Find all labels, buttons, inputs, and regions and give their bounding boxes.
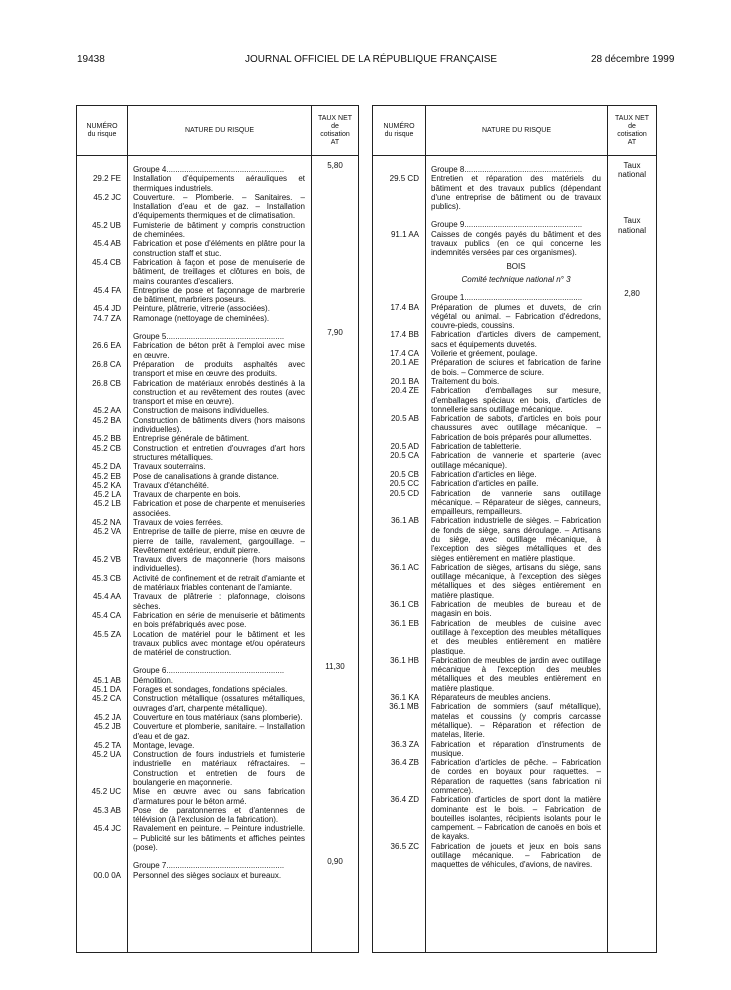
table-row [373,303,656,331]
table-row [77,462,358,471]
table-row [77,722,358,741]
table-row [373,358,656,377]
risk-code: 45.2 UC [91,787,121,797]
table-row [373,349,656,358]
risk-code: 17.4 BB [390,330,419,340]
risk-nature: Fabrication d'articles de sport dont la matière dominante est le bois. – Fabrication de bouteilles isolantes, récipients isolants pour le campement. – Fabrication de canoës en bois et de kayaks. [431,795,601,842]
risk-nature: Fabrication de tabletterie. [431,442,522,452]
risk-nature: Travaux d'étanchéité. [133,480,209,490]
table-row [77,750,358,787]
group-label: Groupe 8..................................................... [431,165,583,174]
table-row [373,656,656,693]
risk-code: 20.5 CD [389,488,419,498]
risk-nature: Fabrication de meubles de bureau et de magasin en bois. [431,600,601,619]
table-row [373,842,656,870]
table-row [373,489,656,517]
table-row [77,314,358,323]
risk-nature: Mise en œuvre avec ou sans fabrication d'armatures pour le béton armé. [133,787,305,806]
risk-nature: Fabrication de sommiers (sauf métallique), matelas et coussins (y compris carcasse métallique). – Réparation et réfection de matelas, literie. [431,702,601,740]
risk-code: 45.5 ZA [92,629,121,639]
left-table-header [77,106,358,156]
risk-code: 36.5 ZC [390,841,419,851]
rate-value: 2,80 [624,289,640,299]
table-row [77,713,358,722]
table-row [77,472,358,481]
group-label: Groupe 9..................................................... [431,220,583,230]
risk-nature: Fabrication de sièges, artisans du siège, sans outillage mécanique, à l'exception des sièges métalliques et des sièges entièrement en matière plastique. [431,562,601,600]
risk-code: 74.7 ZA [92,313,121,323]
risk-code: 45.1 AB [92,675,121,685]
table-row [77,787,358,806]
risk-code: 36.4 ZB [390,758,419,768]
risk-nature: Fabrication d'articles en liège. [431,469,537,479]
risk-nature: Peinture, plâtrerie, vitrerie (associées). [133,304,270,314]
risk-nature: Préparation de plumes et duvets, de crin végétal ou animal. – Fabrication d'édredons, couvre-pieds, coussins. [431,302,601,331]
group-label: Groupe 7..................................................... [133,861,285,871]
table-row [373,619,656,656]
table-row [77,379,358,407]
table-row [77,694,358,713]
table-row [77,360,358,379]
risk-nature: Traitement du bois. [431,376,500,386]
risk-code: 36.3 ZA [390,739,419,749]
table-row [77,824,358,852]
table-row [77,676,358,685]
table-row [77,518,358,527]
table-row [373,442,656,451]
table-row [77,574,358,593]
risk-nature: Caisses de congés payés du bâtiment et des travaux publics (en ce qui concerne les indemnités versées par ces organismes). [431,229,601,258]
risk-code: 36.1 CB [390,600,419,610]
risk-nature: BOIS [506,261,526,271]
group-row [373,289,656,303]
risk-code: 20.5 CA [390,451,419,461]
header-nature: NATURE DU RISQUE [184,126,255,134]
risk-code: 36.4 ZD [390,795,419,805]
rate-value: Taux national [617,216,647,235]
table-row [373,275,656,284]
header-taux: TAUX NET de cotisation AT [614,114,650,146]
risk-code: 45.2 JC [93,192,121,202]
risk-code: 20.5 CC [389,479,419,489]
risk-nature: Réparateurs de meubles anciens. [431,693,551,703]
risk-nature: Montage, levage. [133,740,195,750]
table-row [77,286,358,305]
table-row [373,414,656,442]
risk-code: 45.2 LA [93,490,121,500]
risk-nature: Fabrication et pose de charpente et menuiseries associées. [133,499,305,518]
risk-nature: Travaux de voies ferrées. [133,517,223,527]
risk-nature: Entreprise de pose et façonnage de marbrerie de bâtiment, marbriers poseurs. [133,285,305,305]
table-row [373,740,656,759]
table-row [373,377,656,386]
right-table-header [373,106,656,156]
risk-nature: Fabrication de vannerie sans outillage mécanique. – Réparateur de sièges, canneurs, empailleurs, rempailleurs. [431,488,601,517]
risk-nature: Fabrication d'emballages sur mesure, d'emballages spéciaux en bois, d'articles de tonnellerie sans outillage mécanique. [431,386,601,414]
risk-code: 20.1 AE [390,358,419,368]
table-row [373,174,656,211]
risk-nature: Couverture et plomberie, sanitaire. – Installation d'eau et de gaz. [133,722,305,741]
risk-nature: Construction de fours industriels et fumisterie industrielle en matériaux réfractaires. – Construction et entretien de fours de boulangerie en maçonnerie. [133,750,305,787]
risk-code: 29.5 CD [389,174,419,184]
risk-code: 45.2 CA [92,694,121,704]
risk-code: 45.4 CB [92,257,121,267]
table-row [373,516,656,562]
risk-nature: Forages et sondages, fondations spéciales. [133,685,288,695]
risk-code: 45.3 CB [92,573,121,583]
risk-code: 91.1 AA [390,229,419,239]
risk-code: 00.0 0A [93,870,121,880]
risk-nature: Fabrication et pose d'éléments en plâtre pour la construction staff et stuc. [133,239,305,258]
risk-code: 29.2 FE [92,174,121,184]
table-row [77,304,358,313]
risk-code: 45.2 VB [92,555,121,565]
risk-code: 20.1 BA [390,376,419,386]
table-row [77,239,358,258]
table-row [373,386,656,414]
risk-code: 45.2 JA [93,712,121,722]
table-row [373,795,656,841]
risk-code: 45.2 DA [92,462,121,472]
risk-code: 45.2 BB [92,434,121,444]
risk-code: 20.5 AD [390,442,419,452]
risk-nature: Fabrication de jouets et jeux en bois sans outillage mécanique. – Fabrication de maquettes de véhicules, d'avions, de navires. [431,841,601,870]
risk-nature: Voilerie et gréement, poulage. [431,349,538,359]
risk-nature: Pose de canalisations à grande distance. [133,471,279,481]
risk-nature: Fabrication de matériaux enrobés destinés à la construction et au revêtement des routes (avec transport et mise en œuvre). [133,378,305,407]
table-row [77,592,358,611]
risk-code: 45.2 AA [92,406,121,416]
risk-code: 45.1 DA [92,685,121,695]
journal-title: JOURNAL OFFICIEL DE LA RÉPUBLIQUE FRANÇAISE [245,54,498,65]
table-row [373,230,656,258]
risk-code: 36.1 EB [390,618,419,628]
group-row [77,161,358,174]
risk-nature: Comité technique national n° 3 [461,274,571,284]
table-row [373,262,656,271]
risk-nature: Ramonage (nettoyage de cheminées). [133,313,270,323]
risk-nature: Fabrication industrielle de sièges. – Fabrication de fonds de siège, sans déroulage. – Artisans du siège, avec outillage mécanique, à l'exception des sièges métalliques et des sièges entièrement en matière plastique. [431,516,601,563]
risk-nature: Préparation de sciures et fabrication de farine de bois. – Commerce de sciure. [431,358,601,377]
table-row [77,416,358,435]
risk-code: 45.2 NA [92,517,121,527]
risk-nature: Construction métallique (ossatures métalliques, ouvrages d'art, charpente métallique). [133,694,305,713]
table-row [77,741,358,750]
risk-code: 36.1 AB [390,516,419,526]
right-table [372,105,657,953]
table-row [77,490,358,499]
table-row [373,693,656,702]
rate-value: Taux national [617,161,647,180]
table-row [77,221,358,240]
table-row [77,406,358,415]
header-numero: NUMÉRO du risque [383,122,415,138]
risk-code: 36.1 KA [390,693,419,703]
risk-code: 45.2 VA [93,527,121,537]
rate-value: 11,30 [325,662,345,672]
table-row [373,479,656,488]
risk-nature: Entreprise générale de bâtiment. [133,434,250,444]
group-label: Groupe 5..................................................... [133,332,285,342]
risk-nature: Fabrication de meubles de cuisine avec outillage à l'exception des meubles métalliques et des meubles entièrement en matière plastique. [431,618,601,656]
table-row [77,611,358,630]
group-label: Groupe 1..................................................... [431,293,583,303]
risk-code: 20.5 AB [390,414,419,424]
risk-code: 45.4 CA [92,610,121,620]
risk-nature: Entreprise de taille de pierre, mise en œuvre de pierre de taille, ravalement, gargouillage. – Revêtement extérieur, enduit pierre. [133,527,305,555]
table-row [77,174,358,193]
risk-code: 36.1 AC [390,562,419,572]
risk-code: 45.2 JB [93,722,121,732]
page-number: 19438 [77,54,105,65]
table-row [373,330,656,349]
risk-code: 45.2 UB [92,220,121,230]
risk-code: 45.4 AA [92,592,121,602]
table-row [373,451,656,470]
risk-code: 45.2 BA [92,415,121,425]
risk-nature: Activité de confinement et de retrait d'amiante et de matériaux friables contenant de l'amiante. [133,573,305,593]
risk-nature: Fabrication de sabots, d'articles en bois pour chaussures avec outillage mécanique. – Fabrication de bois préparés pour allumettes. [431,414,601,442]
risk-code: 45.2 TA [93,740,121,750]
risk-nature: Fabrication de meubles de jardin avec outillage mécanique à l'exception des meubles métalliques et des meubles entièrement en matière plastique. [431,655,601,693]
risk-code: 20.5 CB [390,469,419,479]
risk-code: 45.2 CB [92,443,121,453]
risk-code: 26.8 CB [92,378,121,388]
group-label: Groupe 4..................................................... [133,165,285,174]
risk-nature: Fabrication à façon et pose de menuiserie de bâtiment, de treillages et clôtures en bois, de mains courantes d'escaliers. [133,257,305,286]
risk-code: 26.8 CA [92,359,121,369]
risk-nature: Ravalement en peinture. – Peinture industrielle. – Publicité sur les bâtiments et affiches peintes (pose). [133,824,305,853]
table-row [77,341,358,360]
risk-code: 20.4 ZE [390,386,419,396]
risk-nature: Travaux souterrains. [133,462,206,472]
rate-value: 0,90 [327,857,343,867]
risk-nature: Travaux de plâtrerie : plafonnage, cloisons sèches. [133,592,305,611]
table-row [373,702,656,739]
risk-nature: Travaux de charpente en bois. [133,490,241,500]
risk-code: 26.6 EA [92,341,121,351]
table-row [373,600,656,619]
table-row [77,871,358,880]
issue-date: 28 décembre 1999 [591,54,675,65]
table-row [77,193,358,221]
risk-nature: Entretien et réparation des matériels du bâtiment et des travaux publics (dépendant d'une entreprise de bâtiment ou de travaux publics). [431,174,601,212]
table-row [373,563,656,600]
table-row [77,499,358,518]
header-nature: NATURE DU RISQUE [481,126,552,134]
risk-nature: Construction et entretien d'ouvrages d'art hors structures métalliques. [133,443,305,462]
table-row [373,470,656,479]
rate-value: 7,90 [327,328,343,338]
risk-code: 45.2 UA [92,750,121,760]
risk-nature: Fumisterie de bâtiment y compris construction de cheminées. [133,220,305,240]
risk-nature: Fabrication d'articles de pêche. – Fabrication de cordes en boyaux pour raquettes. – Réparation de raquettes (sans fabrication ni commerce). [431,758,601,795]
risk-nature: Pose de paratonnerres et d'antennes de télévision (à l'exclusion de la fabrication). [133,805,305,825]
risk-nature: Location de matériel pour le bâtiment et les travaux publics avec montage et/ou opérateurs de matériel de construction. [133,629,305,658]
table-row [77,444,358,463]
table-row [77,630,358,658]
left-table [76,105,359,953]
risk-nature: Fabrication de vannerie et sparterie (avec outillage mécanique). [431,451,601,470]
right-rows [373,156,656,870]
risk-nature: Fabrication en série de menuiserie et bâtiments en bois préfabriqués avec pose. [133,610,305,630]
group-row [77,662,358,676]
header-taux: TAUX NET de cotisation AT [317,114,353,146]
table-row [77,806,358,825]
risk-nature: Fabrication d'articles divers de campement, sacs et équipements duvetés. [431,330,601,349]
risk-nature: Travaux divers de maçonnerie (hors maisons individuelles). [133,555,305,574]
risk-code: 45.2 KA [92,480,121,490]
risk-code: 17.4 BA [390,302,419,312]
risk-nature: Couverture. – Plomberie. – Sanitaires. – Installation d'eau et de gaz. – Installation d'équipements thermiques et de climatisation. [133,192,305,221]
table-row [373,758,656,795]
risk-nature: Démolition. [133,675,174,685]
table-row [77,527,358,555]
group-row [77,857,358,871]
risk-nature: Construction de bâtiments divers (hors maisons individuelles). [133,415,305,435]
risk-code: 45.4 JD [93,304,121,314]
group-row [77,328,358,342]
table-row [77,434,358,443]
risk-code: 36.1 MB [389,702,419,712]
risk-code: 45.4 JC [93,824,121,834]
table-row [77,481,358,490]
risk-nature: Installation d'équipements aérauliques et thermiques industriels. [133,174,305,193]
table-row [77,258,358,286]
table-row [77,685,358,694]
risk-nature: Construction de maisons individuelles. [133,406,270,416]
risk-nature: Couverture en tous matériaux (sans plomberie). [133,712,303,722]
risk-code: 36.1 HB [390,655,419,665]
risk-nature: Fabrication de béton prêt à l'emploi avec mise en œuvre. [133,341,305,360]
rate-value: 5,80 [327,161,343,170]
risk-nature: Préparation de produits asphaltés avec transport et mise en œuvre des produits. [133,359,305,379]
risk-nature: Personnel des sièges sociaux et bureaux. [133,870,282,880]
risk-code: 45.3 AB [92,805,121,815]
left-rows [77,156,358,880]
risk-code: 45.4 FA [93,285,121,295]
risk-nature: Fabrication et réparation d'instruments de musique. [431,739,601,758]
risk-code: 45.4 AB [92,239,121,249]
risk-code: 45.2 LB [93,499,121,509]
risk-nature: Fabrication d'articles en paille. [431,479,539,489]
risk-code: 17.4 CA [390,349,419,359]
risk-code: 45.2 EB [92,471,121,481]
group-label: Groupe 6..................................................... [133,666,285,676]
table-row [77,555,358,574]
header-numero: NUMÉRO du risque [86,122,118,138]
